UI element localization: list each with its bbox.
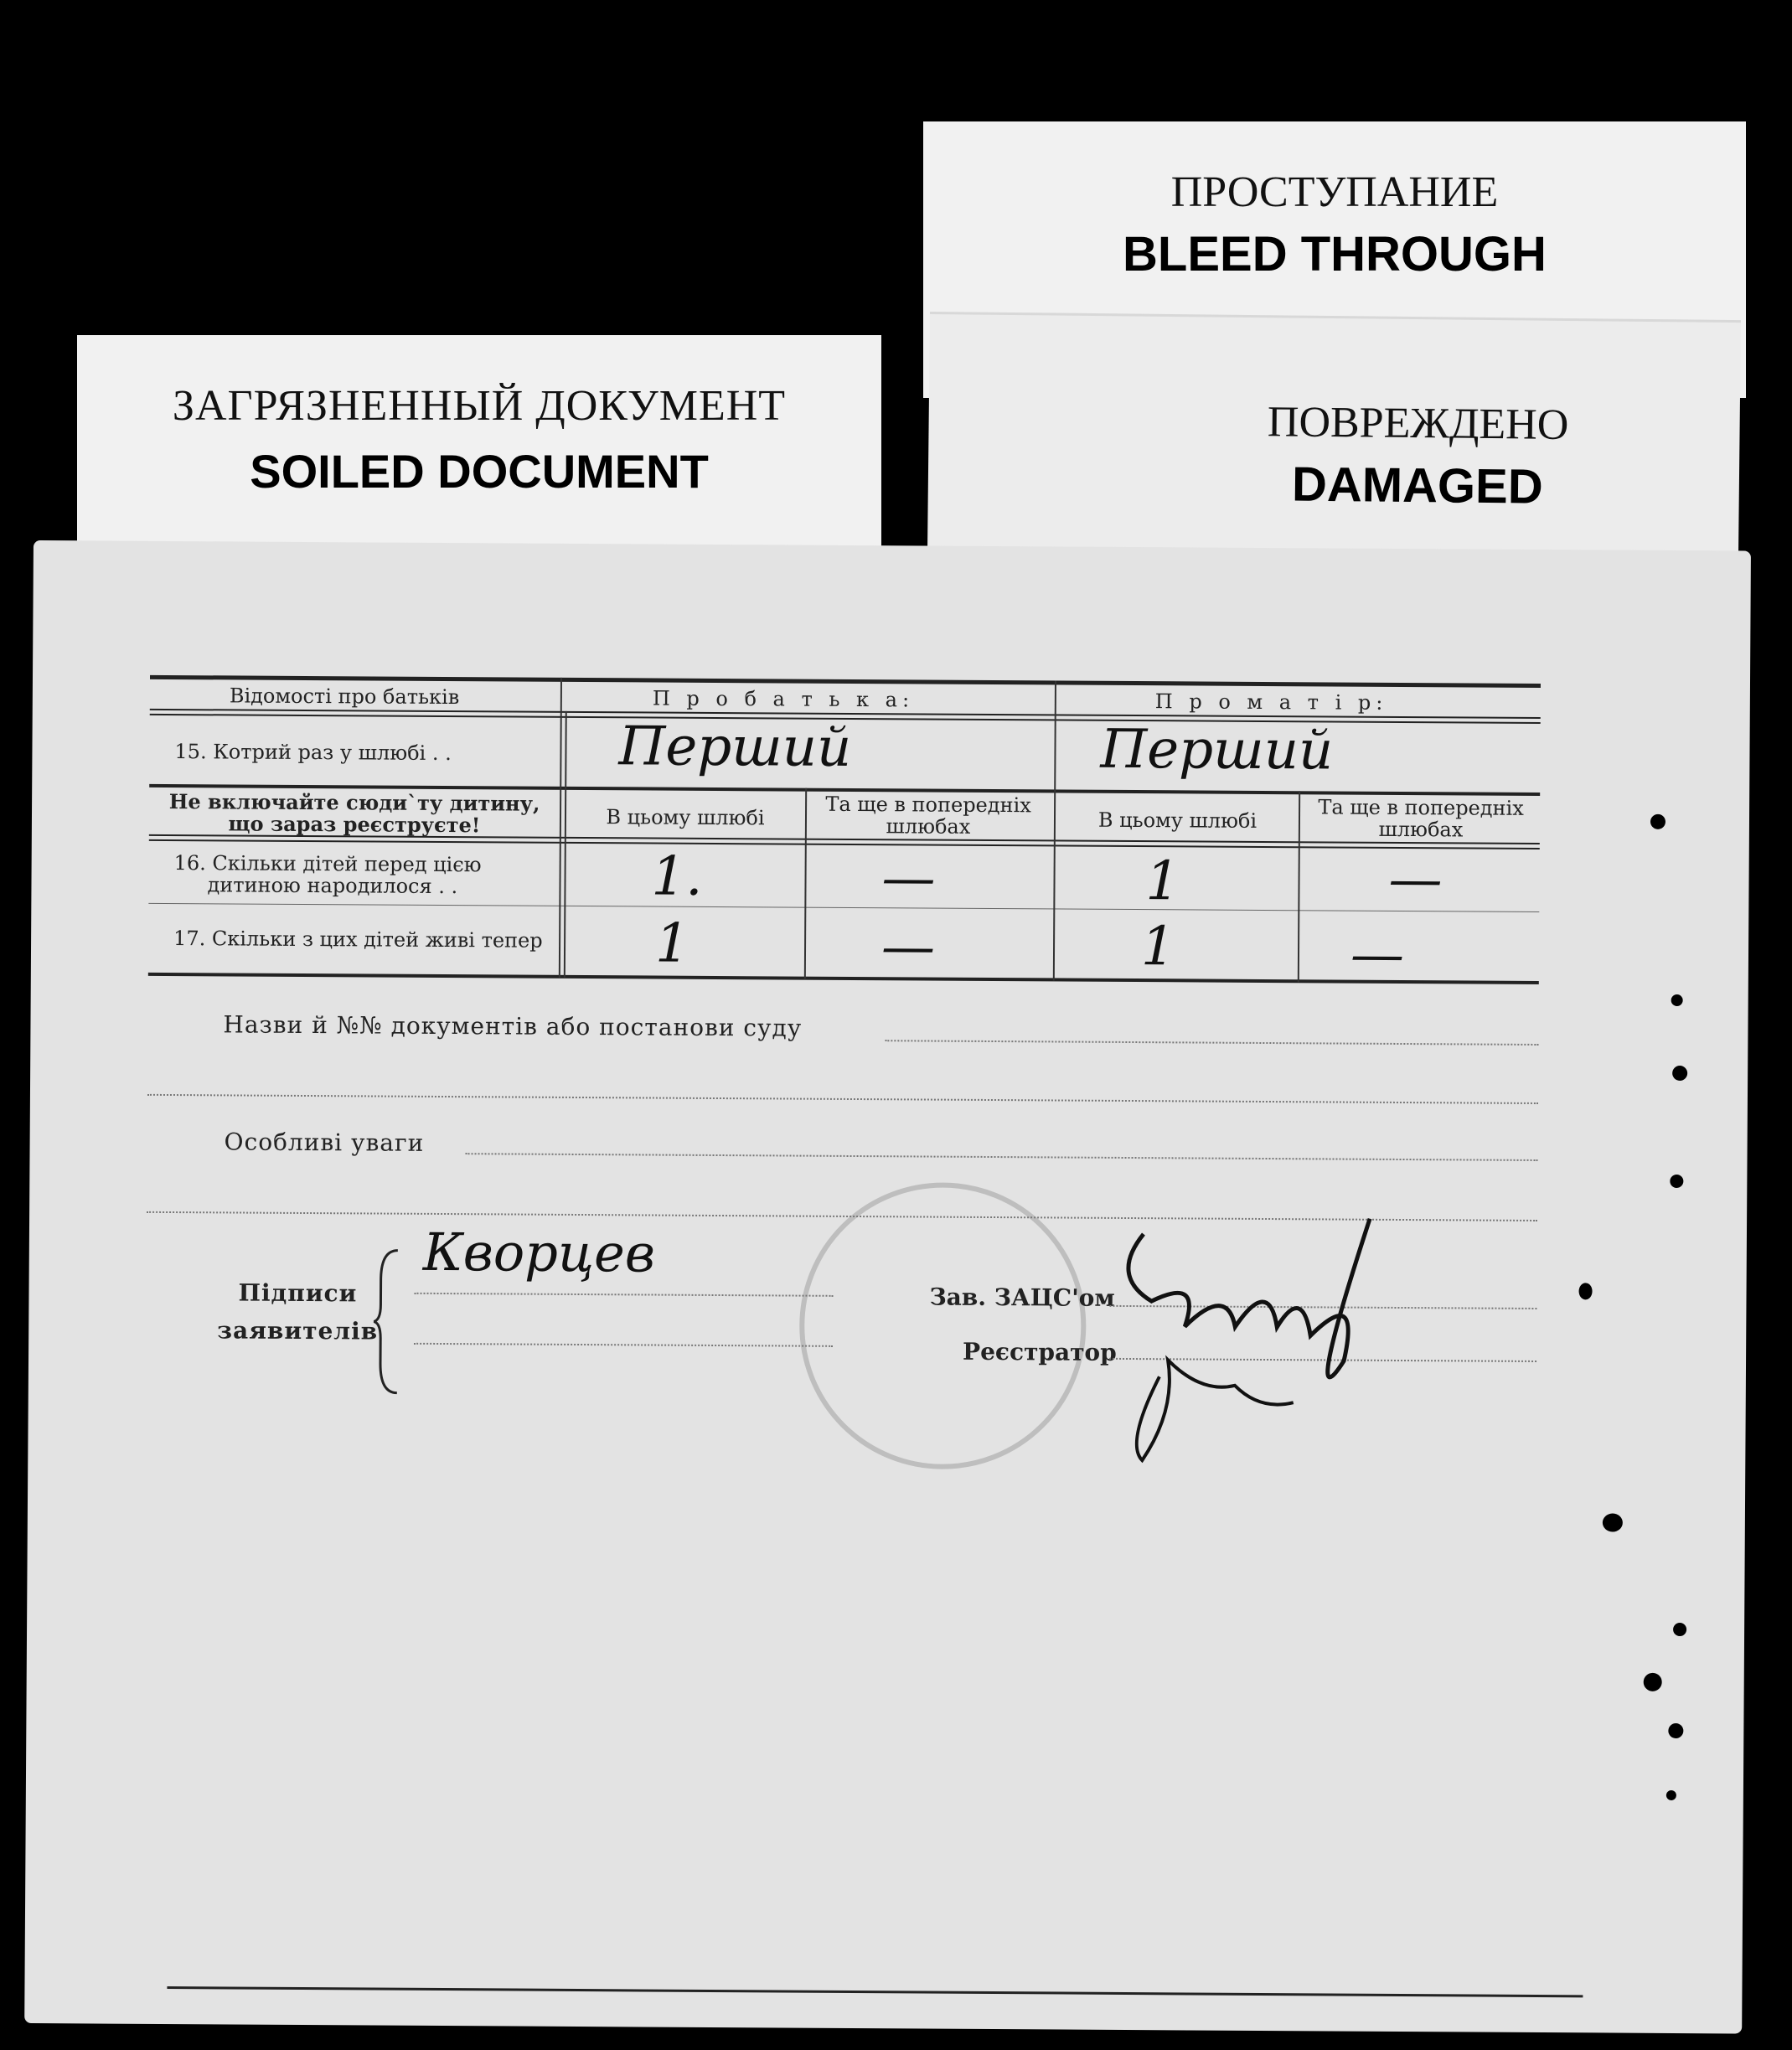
subheader-mother-this: В цьому шлюбі [1097,808,1257,833]
row16-label-line1: 16. Скільки дітей перед цією [173,851,482,877]
row15-mother-value: Перший [1100,718,1334,782]
soiled-document-ru: ЗАГРЯЗНЕННЫЙ ДОКУМЕНТ [172,382,787,430]
registrar-label: Реєстратор [963,1337,1117,1366]
applicants-label-2: заявителів [217,1316,379,1345]
applicants-signature-line [415,1293,834,1297]
binding-hole [1672,1066,1687,1081]
soiled-document-en: SOILED DOCUMENT [250,445,709,498]
binding-hole [1666,1790,1676,1800]
binding-hole [1644,1673,1662,1691]
binding-hole [1668,1723,1683,1738]
row16-mother-prev: — [1388,848,1443,911]
row17-mother-this: 1 [1140,916,1176,979]
subheader-father-prev: Та ще в попередніх шлюбах [825,792,1031,839]
table-divider [559,678,562,978]
bleed-through-ru: ПРОСТУПАНИЕ [1170,168,1499,216]
documents-line [885,1040,1538,1046]
row17-father-prev: — [881,916,936,979]
row17-father-this: 1 [654,912,690,975]
row17-mother-prev: — [1350,923,1405,987]
table-divider [1053,680,1056,980]
binding-hole [1650,814,1665,829]
table-divider [804,788,807,979]
table-rule [148,903,1539,912]
row15-father-value: Перший [618,715,852,779]
row16-father-prev: — [881,847,936,910]
applicants-signature-line-2 [414,1343,833,1347]
binding-hole [1671,994,1683,1006]
table-divider [564,711,567,978]
row15-label: 15. Котрий раз у шлюбі . . [174,740,452,766]
bottom-rule [167,1986,1583,1997]
remarks-label: Особливі уваги [224,1128,425,1157]
damaged-en: DAMAGED [1291,457,1544,514]
documents-line-2 [147,1094,1538,1104]
binding-hole [1578,1283,1592,1299]
row16-label-line2: дитиною народилося . . [207,873,458,899]
soiled-document-card [77,335,881,557]
binding-hole [1670,1175,1683,1188]
document-sheet [24,540,1751,2033]
applicants-brace [372,1246,406,1397]
remarks-line [466,1153,1538,1161]
bleed-through-en: BLEED THROUGH [1123,227,1547,281]
header-father: П р о б а т ь к а: [652,686,915,712]
documents-label: Назви й №№ документів або постанови суду [223,1010,803,1042]
applicant-signature: Кворцев [422,1221,656,1284]
row17-label: 17. Скільки з цих дітей живі тепер [173,927,543,953]
subheader-father-this: В цьому шлюбі [606,805,765,830]
head-label: Зав. ЗАЦС'ом [929,1283,1115,1312]
note-line1: Не включайте сюди`ту дитину, [168,788,540,816]
official-stamp [798,1182,1087,1470]
table-bottom-rule [148,973,1539,984]
damaged-card [927,312,1741,571]
row16-father-this: 1. [651,845,703,908]
damaged-ru: ПОВРЕЖДЕНО [1267,398,1569,449]
applicants-label-1: Підписи [238,1278,358,1308]
header-section: Відомості про батьків [229,684,460,710]
binding-hole [1673,1623,1686,1636]
row16-mother-this: 1 [1145,850,1180,913]
subheader-mother-prev: Та ще в попередніх шлюбах [1318,795,1524,842]
binding-hole [1603,1513,1623,1531]
header-mother: П р о м а т і р: [1154,689,1388,715]
table-divider [1298,791,1300,982]
note-line2: що зараз реєструєте! [228,811,481,838]
head-signature [1092,1209,1395,1462]
